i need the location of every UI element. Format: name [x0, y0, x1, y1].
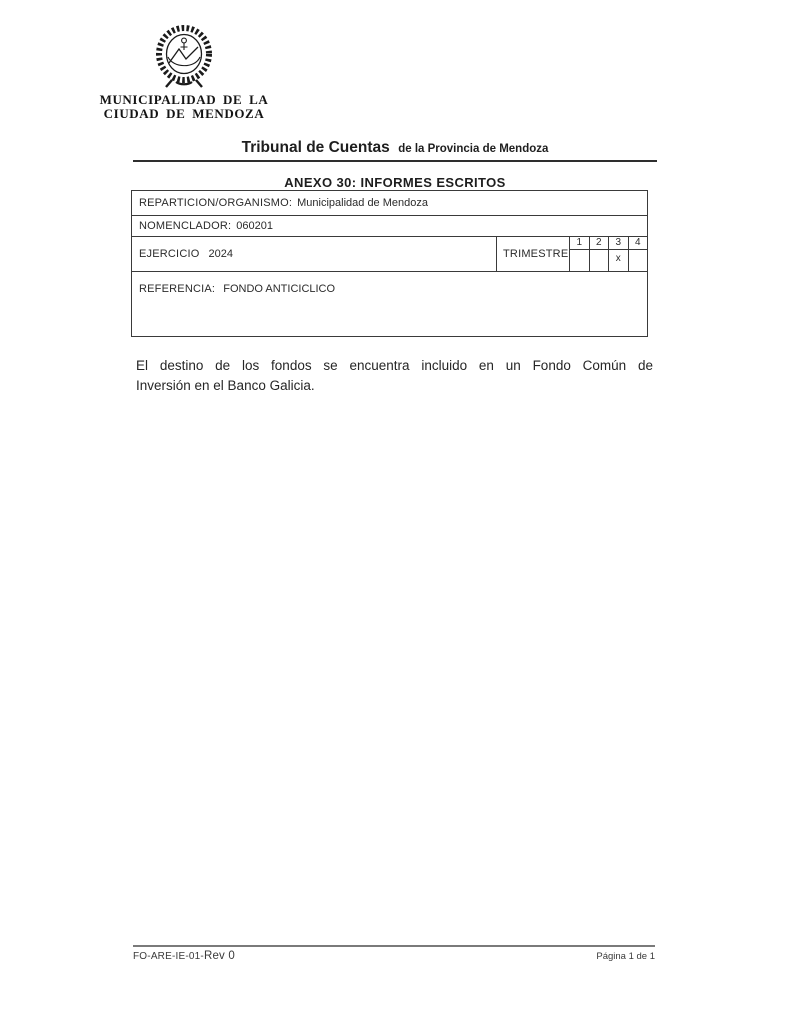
- quarter-1-header: 1: [576, 237, 583, 248]
- body-line-2: Inversión en el Banco Galicia.: [136, 377, 315, 393]
- referencia-value: FONDO ANTICICLICO: [223, 283, 336, 295]
- ejercicio-label: EJERCICIO: [139, 248, 200, 260]
- row-ejercicio-trimestre: [132, 237, 647, 272]
- trimestre-grid: [569, 237, 647, 271]
- quarter-4-header: 4: [628, 237, 648, 249]
- quarter-4-mark: [628, 250, 648, 271]
- form-code-rev: Rev 0: [203, 950, 235, 962]
- form-code-id: FO-ARE-IE-01-: [133, 951, 204, 962]
- body-paragraph: [136, 356, 653, 395]
- reparticion-value: Municipalidad de Mendoza: [297, 197, 428, 209]
- row-nomenclador: [132, 216, 647, 237]
- body-line-1: El destino de los fondos se encuentra incluido en un Fondo Común de: [136, 358, 653, 373]
- trimestre-label: TRIMESTRE: [503, 248, 569, 260]
- ejercicio-value: 2024: [208, 248, 233, 260]
- trimestre-grid-header: [570, 237, 647, 250]
- trimestre-grid-marks: [570, 250, 647, 271]
- reparticion-label: REPARTICION/ORGANISMO:: [139, 197, 293, 209]
- quarter-1-mark: [570, 250, 589, 271]
- page-indicator: Página 1 de 1: [596, 951, 655, 962]
- org-name-line1: MUNICIPALIDAD DE LA: [99, 92, 269, 107]
- quarter-2-header: 2: [589, 237, 609, 249]
- form-table: [131, 190, 648, 337]
- header-title: [133, 139, 657, 162]
- nomenclador-value: 060201: [236, 220, 273, 232]
- quarter-2-mark: [589, 250, 609, 271]
- trimestre-cell: [496, 237, 569, 271]
- anexo-title: ANEXO 30: INFORMES ESCRITOS: [284, 175, 506, 190]
- municipality-coat-of-arms-icon: [153, 24, 215, 90]
- ejercicio-cell: [132, 237, 496, 271]
- org-name-line2: CIUDAD DE MENDOZA: [103, 106, 265, 121]
- quarter-3-header: 3: [608, 237, 628, 249]
- quarter-3-mark: x: [608, 250, 628, 271]
- page-footer: [133, 945, 655, 962]
- referencia-label: REFERENCIA:: [139, 283, 216, 295]
- row-referencia: [132, 272, 647, 336]
- form-code: [133, 950, 235, 962]
- header-title-main: Tribunal de Cuentas: [241, 139, 390, 156]
- row-reparticion: [132, 191, 647, 216]
- header-title-sub: de la Provincia de Mendoza: [398, 143, 549, 155]
- logo-block: [94, 24, 274, 121]
- nomenclador-label: NOMENCLADOR:: [139, 220, 232, 232]
